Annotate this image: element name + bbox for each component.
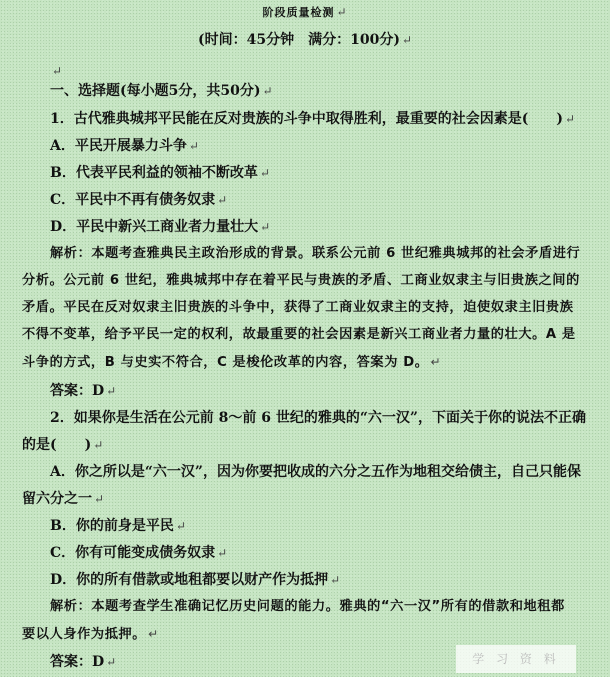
question-1-option-b: B．代表平民利益的领袖不断改革 ↵ — [50, 165, 270, 181]
question-1-analysis-line: 分析。公元前 6 世纪，雅典城邦中存在着平民与贵族的矛盾、工商业奴隶主与旧贵族之间的 — [22, 273, 580, 288]
question-1-answer: 答案：D ↵ — [50, 383, 117, 399]
question-2-option-a: 留六分之一 ↵ — [22, 491, 105, 507]
question-1-option-d: D．平民中新兴工商业者力量壮大 ↵ — [50, 219, 271, 235]
time-and-score: (时间：45分钟 满分：100分) ↵ — [197, 32, 413, 48]
question-2-analysis-line: 要以人身作为抵押。 ↵ — [22, 627, 159, 642]
question-2-stem: 的是( ) ↵ — [22, 437, 104, 453]
question-2-stem: 2．如果你是生活在公元前 8～前 6 世纪的雅典的“六一汉”，下面关于你的说法不正确 — [50, 410, 586, 426]
question-1-analysis-line: 不得不变革，给予平民一定的权利，故最重要的社会因素是新兴工商业者力量的壮大。A 是 — [22, 327, 576, 342]
watermark: 学 习 资 料 — [456, 645, 576, 673]
question-1-analysis-line: 解析：本题考查雅典民主政治形成的背景。联系公元前 6 世纪雅典城邦的社会矛盾进行 — [50, 246, 581, 261]
empty-paragraph-mark: ↵ — [52, 64, 63, 78]
question-2-option-c: C．你有可能变成债务奴隶 ↵ — [50, 545, 228, 561]
question-2-option-d: D．你的所有借款或地租都要以财产作为抵押 ↵ — [50, 572, 341, 588]
question-1-analysis-line: 斗争的方式，B 与史实不符合，C 是梭伦改革的内容，答案为 D。 ↵ — [22, 355, 442, 370]
question-1-option-a: A．平民开展暴力斗争 ↵ — [50, 138, 199, 154]
question-2-analysis-line: 解析：本题考查学生准确记忆历史问题的能力。雅典的“六一汉”所有的借款和地租都 — [50, 599, 565, 614]
question-2-answer: 答案：D ↵ — [50, 654, 117, 670]
page-title: 阶段质量检测 ↵ — [262, 5, 348, 19]
section-heading: 一、选择题(每小题5分，共50分) ↵ — [50, 83, 273, 99]
question-1-option-c: C．平民中不再有债务奴隶 ↵ — [50, 192, 228, 208]
question-2-option-b: B．你的前身是平民 ↵ — [50, 518, 186, 534]
question-1-stem: 1．古代雅典城邦平民能在反对贵族的斗争中取得胜利，最重要的社会因素是( ) ↵ — [50, 111, 576, 127]
question-1-analysis-line: 矛盾。平民在反对奴隶主旧贵族的斗争中，获得了工商业奴隶主的支持，迫使奴隶主旧贵族 — [22, 300, 574, 315]
question-2-option-a: A．你之所以是“六一汉”，因为你要把收成的六分之五作为地租交给债主，自己只能保 — [50, 464, 581, 480]
